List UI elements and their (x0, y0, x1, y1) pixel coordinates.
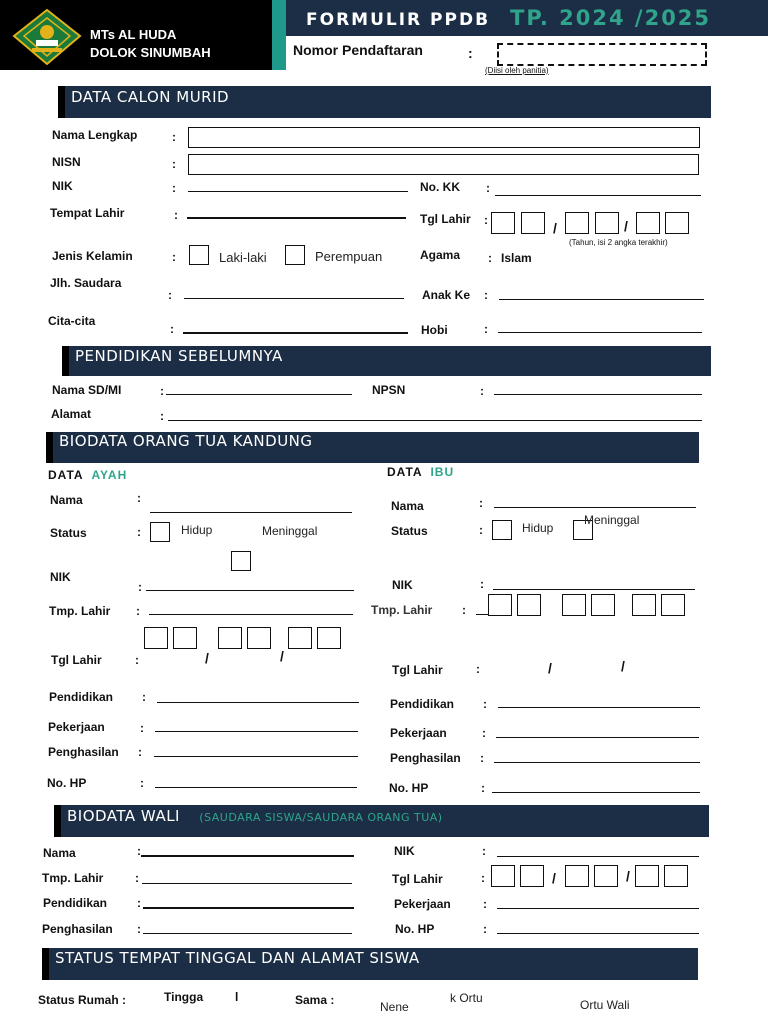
ayah-tgl-day-box[interactable] (144, 627, 168, 649)
label-ayah-status: Status (50, 526, 87, 540)
colon: : (172, 130, 176, 144)
nama-lengkap-field[interactable] (188, 127, 700, 148)
label-no-kk: No. KK (420, 180, 460, 194)
ayah-meninggal-label: Meninggal (262, 524, 318, 538)
status-rumah-option-ortu[interactable]: k Ortu (450, 991, 483, 1005)
colon: : (137, 896, 141, 910)
ibu-label: IBU (430, 465, 455, 479)
ayah-heading (48, 468, 127, 482)
ibu-heading (387, 465, 454, 479)
wali-pekerjaan-field[interactable] (497, 908, 699, 909)
nisn-field[interactable] (188, 154, 699, 175)
ibu-tmp-lahir-field[interactable] (476, 614, 488, 615)
colon: : (481, 871, 485, 885)
colon: : (140, 776, 144, 790)
label-ibu-no-hp: No. HP (389, 781, 429, 795)
colon: : (480, 577, 484, 591)
agama-value: Islam (501, 251, 532, 265)
tgl-lahir-month-box[interactable] (565, 212, 589, 234)
label-ayah-penghasilan: Penghasilan (48, 745, 119, 759)
academic-year: TP. 2024 /2025 (510, 6, 712, 30)
label-nama-sd: Nama SD/MI (52, 383, 122, 397)
label-ayah-no-hp: No. HP (47, 776, 87, 790)
hobi-field[interactable] (498, 332, 702, 333)
section-marker (42, 948, 49, 980)
data-label: DATA (387, 465, 423, 479)
date-separator: / (553, 220, 557, 236)
colon: : (476, 662, 480, 676)
colon: : (138, 580, 142, 594)
colon: : (484, 288, 488, 302)
ibu-tgl-day-box[interactable] (517, 594, 541, 616)
school-name (90, 26, 211, 62)
colon: : (137, 525, 141, 539)
perempuan-label: Perempuan (315, 249, 383, 264)
colon: : (138, 745, 142, 759)
status-rumah-option-nenek[interactable]: Nene (380, 1000, 409, 1014)
ayah-hidup-checkbox[interactable] (150, 522, 170, 542)
section-marker (62, 346, 69, 376)
laki-laki-checkbox[interactable] (189, 245, 209, 265)
label-nisn: NISN (52, 155, 81, 169)
ibu-hidup-checkbox[interactable] (492, 520, 512, 540)
ayah-tgl-year-box[interactable] (317, 627, 341, 649)
ibu-tgl-day-box[interactable] (488, 594, 512, 616)
label-hobi: Hobi (421, 323, 448, 337)
colon: : (482, 726, 486, 740)
wali-nama-field[interactable] (141, 855, 354, 857)
label-status-rumah: Status Rumah : (38, 993, 127, 1007)
registration-note: (Diisi oleh panitia) (485, 66, 549, 75)
section-biodata-wali (61, 805, 709, 837)
colon: : (137, 491, 141, 505)
ayah-penghasilan-field[interactable] (154, 756, 358, 757)
colon: : (480, 384, 484, 398)
label-wali-no-hp: No. HP (395, 922, 435, 936)
status-rumah-option-tinggal-end: l (235, 990, 239, 1004)
label-anak-ke: Anak Ke (422, 288, 471, 302)
laki-laki-label: Laki-laki (219, 250, 267, 265)
label-ayah-tgl-lahir: Tgl Lahir (51, 653, 102, 667)
nik-field[interactable] (188, 191, 408, 192)
wali-tgl-day-box[interactable] (520, 865, 544, 887)
ayah-tgl-day-box[interactable] (173, 627, 197, 649)
label-npsn: NPSN (372, 383, 406, 397)
ayah-hidup-label: Hidup (181, 523, 213, 537)
label-ibu-status: Status (391, 524, 428, 538)
nama-sd-field[interactable] (166, 394, 352, 395)
header-accent-strip (272, 0, 286, 70)
ayah-label: AYAH (91, 468, 128, 482)
section-pendidikan-sebelumnya: PENDIDIKAN SEBELUMNYA (69, 346, 711, 376)
colon: : (479, 496, 483, 510)
ayah-tgl-month-box[interactable] (218, 627, 242, 649)
label-alamat-sekolah: Alamat (51, 407, 92, 421)
colon: : (479, 523, 483, 537)
tgl-lahir-note: (Tahun, isi 2 angka terakhir) (569, 238, 668, 247)
ibu-tgl-month-box[interactable] (562, 594, 586, 616)
wali-tgl-day-box[interactable] (491, 865, 515, 887)
perempuan-checkbox[interactable] (285, 245, 305, 265)
anak-ke-field[interactable] (499, 299, 704, 300)
registration-number-label: Nomor Pendaftaran (293, 42, 423, 58)
section-data-calon-murid: DATA CALON MURID (65, 86, 711, 118)
colon: : (483, 922, 487, 936)
colon: : (170, 322, 174, 336)
label-ayah-nama: Nama (50, 493, 83, 507)
wali-tmp-lahir-field[interactable] (142, 883, 352, 884)
section-marker (58, 86, 65, 118)
ayah-pendidikan-field[interactable] (157, 702, 359, 703)
form-title (306, 10, 490, 30)
date-separator: / (624, 218, 628, 234)
colon: : (484, 213, 488, 227)
status-rumah-option-sama[interactable]: Sama : (295, 993, 335, 1007)
label-tgl-lahir: Tgl Lahir (420, 212, 471, 226)
wali-penghasilan-field[interactable] (143, 933, 352, 934)
jlh-saudara-field[interactable] (184, 298, 404, 299)
colon: : (480, 751, 484, 765)
colon: : (483, 697, 487, 711)
label-nik: NIK (52, 179, 73, 193)
tempat-lahir-field[interactable] (187, 217, 406, 219)
label-ibu-pendidikan: Pendidikan (390, 697, 455, 711)
data-label: DATA (48, 468, 84, 482)
tgl-lahir-month-box[interactable] (595, 212, 619, 234)
label-ayah-nik: NIK (50, 570, 71, 584)
colon: : (137, 844, 141, 858)
alamat-sekolah-field[interactable] (168, 420, 702, 421)
colon: : (486, 181, 490, 195)
colon: : (160, 409, 164, 423)
ibu-penghasilan-field[interactable] (494, 762, 700, 763)
status-rumah-option-ortu-wali[interactable]: Ortu Wali (580, 998, 630, 1012)
wali-tgl-month-box[interactable] (594, 865, 618, 887)
ayah-no-hp-field[interactable] (155, 787, 357, 788)
label-ibu-pekerjaan: Pekerjaan (390, 726, 447, 740)
school-name-line1: MTs AL HUDA (90, 27, 177, 42)
label-ayah-pekerjaan: Pekerjaan (48, 720, 105, 734)
colon: : (484, 322, 488, 336)
colon: : (174, 208, 178, 222)
wali-nik-field[interactable] (497, 856, 699, 857)
label-jenis-kelamin: Jenis Kelamin (52, 249, 133, 263)
ayah-tmp-lahir-field[interactable] (149, 614, 353, 615)
colon: : (142, 690, 146, 704)
label-ibu-tmp-lahir: Tmp. Lahir (371, 603, 433, 617)
tgl-lahir-year-box[interactable] (665, 212, 689, 234)
ayah-tgl-month-box[interactable] (247, 627, 271, 649)
label-wali-nik: NIK (394, 844, 415, 858)
ibu-meninggal-label: Meninggal (584, 513, 640, 527)
registration-colon: : (468, 45, 473, 61)
colon: : (135, 871, 139, 885)
cita-cita-field[interactable] (183, 332, 408, 334)
colon: : (140, 721, 144, 735)
school-name-line2: DOLOK SINUMBAH (90, 45, 211, 60)
label-agama: Agama (420, 248, 461, 262)
section-marker (54, 805, 61, 837)
colon: : (160, 384, 164, 398)
wali-no-hp-field[interactable] (497, 933, 699, 934)
label-ibu-nik: NIK (392, 578, 413, 592)
date-separator: / (280, 648, 284, 664)
ibu-no-hp-field[interactable] (492, 792, 700, 793)
npsn-field[interactable] (494, 394, 702, 395)
wali-tgl-year-box[interactable] (635, 865, 659, 887)
label-ibu-tgl-lahir: Tgl Lahir (392, 663, 443, 677)
ayah-pekerjaan-field[interactable] (155, 731, 358, 732)
label-wali-nama: Nama (43, 846, 76, 860)
label-ayah-pendidikan: Pendidikan (49, 690, 114, 704)
ibu-pekerjaan-field[interactable] (496, 737, 699, 738)
colon: : (172, 250, 176, 264)
label-cita-cita: Cita-cita (48, 314, 96, 328)
ibu-hidup-label: Hidup (522, 521, 554, 535)
ayah-tgl-year-box[interactable] (288, 627, 312, 649)
wali-tgl-month-box[interactable] (565, 865, 589, 887)
label-wali-tmp-lahir: Tmp. Lahir (42, 871, 104, 885)
colon: : (168, 288, 172, 302)
form-title-text: FORMULIR PPDB (306, 10, 491, 30)
section-biodata-wali-note: (SAUDARA SISWA/SAUDARA ORANG TUA) (199, 811, 443, 824)
colon: : (137, 922, 141, 936)
ibu-tgl-year-box[interactable] (632, 594, 656, 616)
colon: : (172, 181, 176, 195)
label-jlh-saudara: Jlh. Saudara (50, 276, 122, 290)
date-separator: / (548, 660, 552, 676)
date-separator: / (205, 650, 209, 666)
date-separator: / (552, 870, 556, 886)
date-separator: / (626, 868, 630, 884)
colon: : (483, 897, 487, 911)
ibu-tgl-month-box[interactable] (591, 594, 615, 616)
wali-tgl-year-box[interactable] (664, 865, 688, 887)
ayah-nik-field[interactable] (146, 590, 354, 591)
wali-pendidikan-field[interactable] (143, 907, 354, 909)
tgl-lahir-day-box[interactable] (521, 212, 545, 234)
colon: : (172, 157, 176, 171)
label-wali-penghasilan: Penghasilan (42, 922, 113, 936)
label-wali-pekerjaan: Pekerjaan (394, 897, 451, 911)
ibu-nama-field[interactable] (494, 507, 696, 508)
label-wali-tgl-lahir: Tgl Lahir (392, 872, 443, 886)
tgl-lahir-day-box[interactable] (491, 212, 515, 234)
colon: : (462, 603, 466, 617)
ibu-tgl-year-box[interactable] (661, 594, 685, 616)
label-wali-pendidikan: Pendidikan (43, 896, 108, 910)
label-ayah-tmp-lahir: Tmp. Lahir (49, 604, 111, 618)
section-biodata-orang-tua: BIODATA ORANG TUA KANDUNG (53, 432, 699, 463)
date-separator: / (621, 658, 625, 674)
colon: : (481, 781, 485, 795)
colon: : (135, 653, 139, 667)
section-status-tempat-tinggal: STATUS TEMPAT TINGGAL DAN ALAMAT SISWA (49, 948, 698, 980)
section-biodata-wali-title: BIODATA WALI (67, 807, 180, 825)
status-rumah-option-tinggal[interactable]: Tingga (164, 990, 204, 1004)
section-marker (46, 432, 53, 463)
label-ibu-nama: Nama (391, 499, 424, 513)
ibu-pendidikan-field[interactable] (498, 707, 700, 708)
tgl-lahir-year-box[interactable] (636, 212, 660, 234)
colon: : (482, 844, 486, 858)
label-tempat-lahir: Tempat Lahir (50, 206, 125, 220)
kemenag-logo-icon (10, 8, 84, 66)
no-kk-field[interactable] (495, 195, 701, 196)
ayah-nama-field[interactable] (150, 512, 352, 513)
ibu-nik-field[interactable] (493, 589, 695, 590)
colon: : (488, 251, 492, 265)
registration-number-field[interactable] (497, 43, 707, 66)
colon: : (136, 604, 140, 618)
label-ibu-penghasilan: Penghasilan (390, 751, 461, 765)
ayah-meninggal-checkbox[interactable] (231, 551, 251, 571)
label-nama-lengkap: Nama Lengkap (52, 128, 138, 142)
